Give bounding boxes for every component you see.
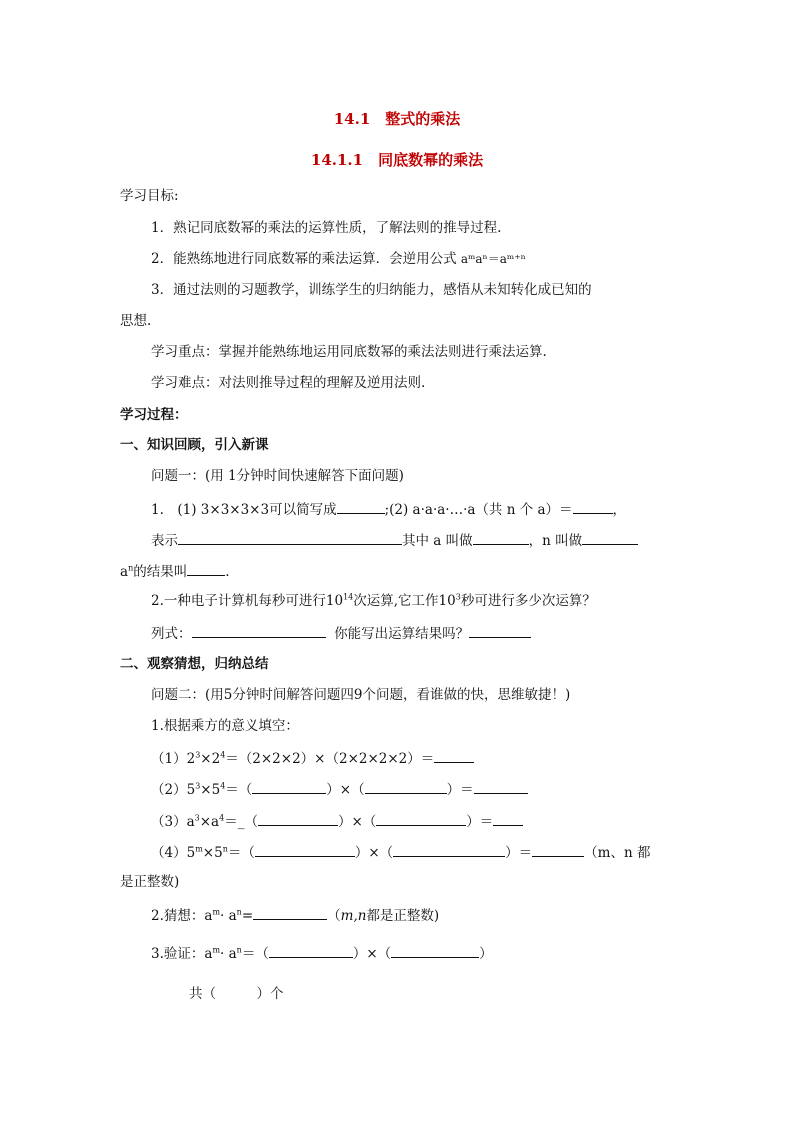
answer-blank[interactable] xyxy=(393,842,505,857)
answer-blank[interactable] xyxy=(258,811,338,826)
answer-blank[interactable] xyxy=(337,499,385,514)
section-1-heading: 一、知识回顾，引入新课 xyxy=(120,437,269,453)
question-1-line-2: 表示 其中 a 叫做 ，n 叫做 xyxy=(151,530,638,550)
exercise-1: $(1)2^3\times 2^4=(2\times 2\times 2)\times(2\times 2\times 2\times 2)=$ xyxy=(151,748,474,768)
objective-3: 3．通过法则的习题教学，训练学生的归纳能力，感悟从未知转化成已知的 xyxy=(151,282,592,298)
answer-blank[interactable] xyxy=(532,842,584,857)
guess: 2.猜想：$a^m\cdot a^n= (m,n$都是正整数) xyxy=(151,905,439,925)
answer-blank[interactable] xyxy=(474,779,528,794)
exercise-4-cont: 是正整数) xyxy=(120,874,180,890)
question-2: 2.一种电子计算机每秒可进行$10^{14}$次运算,它工作$10^3$秒可进行多少次运算？ xyxy=(151,592,596,609)
answer-blank[interactable] xyxy=(252,779,326,794)
answer-blank[interactable] xyxy=(178,530,402,545)
objective-2: 2．能熟练地进行同底数幂的乘法运算．会逆用公式 aᵐaⁿ＝aᵐ⁺ⁿ xyxy=(151,251,526,267)
question-1-line-1: 1. (1) 3×3×3×3可以简写成 ;(2) a·a·a·…·a（共 n 个 a）＝ ， xyxy=(151,499,626,519)
key-point: 学习重点：掌握并能熟练地运用同底数幂的乘法法则进行乘法运算. xyxy=(151,344,547,360)
answer-blank[interactable] xyxy=(253,905,327,920)
answer-blank[interactable] xyxy=(493,811,523,826)
answer-blank[interactable] xyxy=(187,561,225,576)
answer-blank[interactable] xyxy=(391,943,479,958)
question-1-line-3: $a^n$的结果叫 . xyxy=(120,561,230,581)
objective-3-cont: 思想. xyxy=(120,313,152,329)
answer-blank[interactable] xyxy=(255,842,355,857)
verify: 3.验证：$a^m\cdot a^n=$（ ）×（ ） xyxy=(151,943,493,963)
answer-blank[interactable] xyxy=(469,623,531,638)
doc-subtitle: 14.1.1 同底数幂的乘法 xyxy=(310,151,484,169)
exercise-2: $(2)5^3\times 5^4=$（ ）×（ ）＝ xyxy=(151,779,528,799)
question-2-formula: 列式： 你能写出运算结果吗？ xyxy=(151,623,531,643)
formula: aᵐaⁿ＝aᵐ⁺ⁿ xyxy=(460,252,526,266)
answer-blank[interactable] xyxy=(582,530,638,545)
question-1-intro: 问题一：(用 1分钟时间快速解答下面问题) xyxy=(151,468,404,484)
objectives-heading: 学习目标: xyxy=(120,188,179,204)
question-3-a: 1.根据乘方的意义填空： xyxy=(151,718,299,734)
objective-1: 1．熟记同底数幂的乘法的运算性质，了解法则的推导过程. xyxy=(151,220,502,236)
answer-blank[interactable] xyxy=(573,499,613,514)
process-heading: 学习过程： xyxy=(120,407,188,423)
doc-title: 14.1 整式的乘法 xyxy=(333,110,461,128)
answer-blank[interactable] xyxy=(192,623,326,638)
exercise-3: $(3)a^3\times a^4=\_$（ ）×（ ）＝ xyxy=(151,811,523,831)
exercise-4: $(4)5^m\times 5^n=$（ ）×（ ）＝ （m、n 都 xyxy=(151,842,650,862)
answer-blank[interactable] xyxy=(376,811,466,826)
question-3-intro: 问题二：(用5分钟时间解答问题四9个问题，看谁做的快，思维敏捷！) xyxy=(151,687,571,703)
answer-blank[interactable] xyxy=(269,943,353,958)
section-2-heading: 二、观察猜想，归纳总结 xyxy=(120,656,269,672)
total-count: 共（ ）个 xyxy=(189,986,284,1002)
answer-blank[interactable] xyxy=(365,779,447,794)
answer-blank[interactable] xyxy=(473,530,529,545)
difficulty: 学习难点：对法则推导过程的理解及逆用法则. xyxy=(151,375,426,391)
answer-blank[interactable] xyxy=(434,748,474,763)
